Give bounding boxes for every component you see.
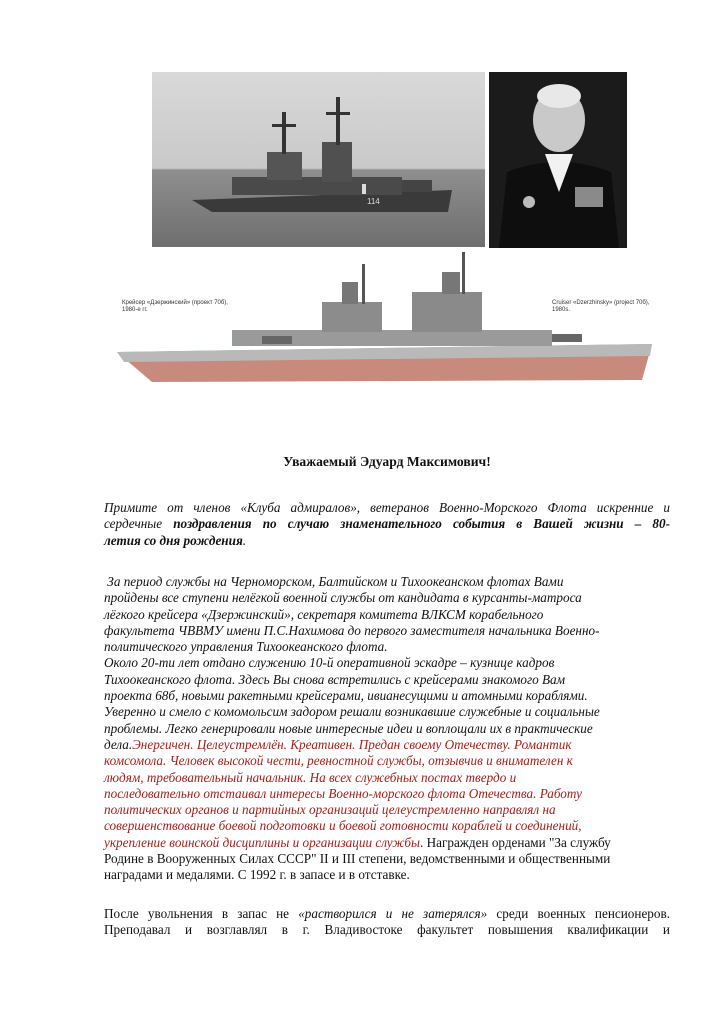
intro-text: . [242, 532, 247, 548]
cruiser-photo [152, 72, 485, 247]
greeting-heading: Уважаемый Эдуард Максимович! [283, 454, 491, 469]
awards-line: наградами и медалями. С 1992 г. в запасе и в отставке. [104, 867, 410, 883]
admiral-portrait [489, 72, 627, 248]
service-line: проблемы. Легко генерировали новые интересные идеи и воплощали их в практические [104, 720, 593, 736]
service-line: пройдены все ступени нелёгкой военной службы от кандидата в курсанты-матроса [104, 590, 582, 606]
hull-number: 114 [367, 197, 380, 206]
drawing-caption-left [122, 300, 228, 314]
congrats-bold: летия со дня рождения [104, 532, 243, 548]
cruiser-profile [112, 252, 657, 397]
intro-line: Примите от членов «Клуба адмиралов», ветеранов Военно-Морского Флота искренние и [104, 500, 670, 515]
service-text: дела. [104, 736, 133, 752]
career-text: среди военных пенсионеров. [487, 906, 671, 921]
service-line: факультета ЧВВМУ имени П.С.Нахимова до первого заместителя начальника Военно- [104, 622, 600, 638]
tribute-line: совершенствование боевой подготовки и боевой готовности кораблей и соединений, [104, 818, 582, 834]
congrats-bold: поздравления по случаю знаменательного события в Вашей жизни – 80- [173, 516, 670, 532]
caption-right-line2: 1980s. [552, 307, 571, 313]
caption-left-line1: Крейсер «Дзержинский» (проект 70б), [122, 300, 228, 306]
tribute-line: людям, требовательный начальник. На всех служебных постах твердо и [104, 769, 517, 785]
awards-line: Родине в Вооруженных Силах СССР" II и III степени, ведомственными и общественными [104, 851, 611, 867]
career-line [104, 906, 670, 922]
service-line: Тихоокеанского флота. Здесь Вы снова встретились с крейсерами знакомого Вам [104, 671, 566, 687]
caption-right-line1: Cruiser «Dzerzhinsky» (project 70б), [552, 300, 650, 306]
career-quote: «растворился и не затерялся» [298, 906, 488, 921]
service-line: проекта 68б, новыми ракетными крейсерами, ивианесущими и атомными кораблями. [104, 688, 588, 704]
drawing-caption-right [552, 300, 652, 314]
intro-line [104, 533, 670, 549]
tribute-line: комсомола. Человек высокой чести, ревностной службы, отзывчив и внимателен к [104, 753, 573, 769]
career-text: После увольнения в запас не [104, 906, 299, 921]
service-line: лёгкого крейсера «Дзержинский», секретаря комитета ВЛКСМ корабельного [104, 606, 544, 622]
career-line: Преподавал и возглавлял в г. Владивостоке факультет повышения квалификации и [104, 922, 670, 938]
awards-text: . Награжден орденами "За службу [419, 834, 611, 850]
service-line: За период службы на Черноморском, Балтийском и Тихоокеанском флотах Вами [104, 574, 564, 589]
career-paragraph [104, 906, 670, 939]
service-line [104, 737, 670, 753]
intro-paragraph [104, 500, 670, 549]
service-line: политического управления Тихоокеанского флота. [104, 639, 388, 655]
cruiser-profile-drawing [112, 252, 657, 397]
tribute-red: Энергичен. Целеустремлён. Креативен. Предан своему Отечеству. Романтик [132, 736, 572, 752]
caption-left-line2: 1980-е гг. [122, 307, 148, 313]
portrait-figure [489, 72, 627, 248]
tribute-red: укрепление воинской дисциплины и организации службы [104, 834, 420, 850]
service-line: Около 20-ти лет отдано служению 10-й оперативной эскадре – кузнице кадров [104, 655, 555, 671]
cruiser-silhouette-photo [152, 72, 485, 247]
intro-text: сердечные [104, 516, 174, 532]
service-line [104, 835, 670, 851]
service-paragraph [104, 574, 670, 884]
intro-line [104, 516, 670, 532]
service-line: Уверенно и смело с комомольсим задором решали возникавшие служебные и социальные [104, 704, 600, 720]
tribute-line: последовательно отстаивал интересы Военно-морского флота Отечества. Работу [104, 785, 582, 801]
tribute-line: политических органов и партийных организаций целеустремленно направлял на [104, 802, 556, 818]
